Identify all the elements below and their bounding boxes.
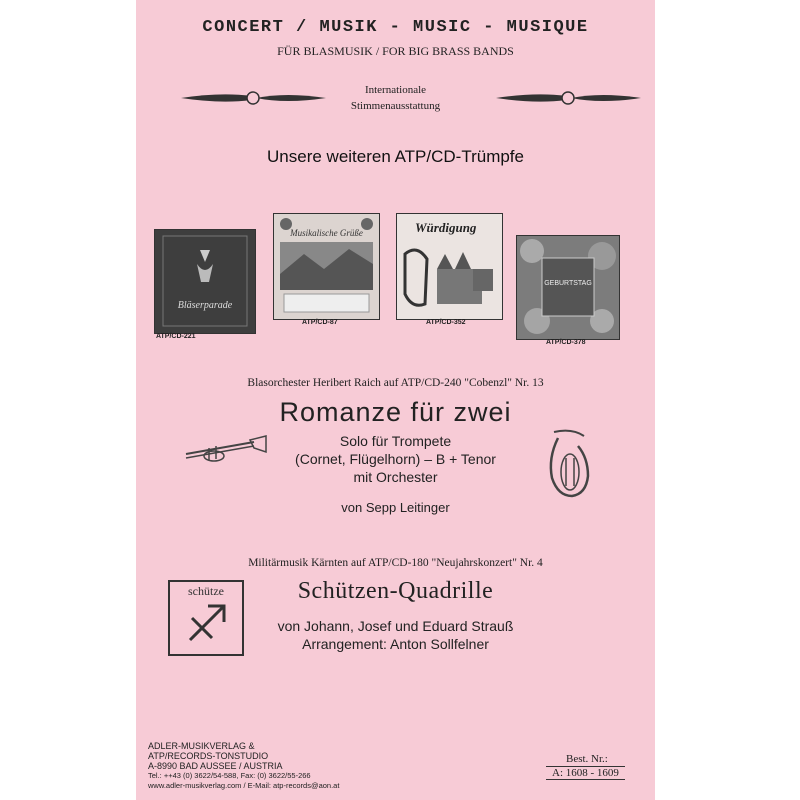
international-parts-note	[136, 82, 655, 114]
piece2-credit: Militärmusik Kärnten auf ATP/CD-180 "Neujahrskonzert" Nr. 4	[248, 557, 543, 569]
piece1-desc-line-3: mit Orchester	[353, 469, 438, 485]
publisher-line-4: Tel.: ++43 (0) 3622/54-588, Fax: (0) 3622/55-266	[148, 771, 311, 780]
cd-cover-378	[516, 235, 620, 340]
piece1-description	[136, 432, 655, 486]
cd-378-artwork-icon	[517, 236, 619, 339]
piece2-title: Schützen-Quadrille	[297, 578, 494, 604]
piece2-composers: von Johann, Josef und Eduard Strauß	[277, 618, 514, 634]
piece1-title: Romanze für zwei	[279, 397, 512, 427]
sheet-music-cover	[136, 0, 655, 800]
intl-line-2: Stimmenausstattung	[350, 100, 441, 112]
order-number-label: Best. Nr.:	[566, 753, 608, 765]
cd-352-label: ATP/CD-352	[426, 319, 466, 326]
publisher-line-1: ADLER-MUSIKVERLAG &	[148, 741, 255, 751]
piece1-desc-line-1: Solo für Trompete	[339, 433, 452, 449]
badge-label: schütze	[188, 584, 224, 598]
cds-heading: Unsere weiteren ATP/CD-Trümpfe	[267, 147, 524, 166]
publisher-line-2: ATP/RECORDS-TONSTUDIO	[148, 751, 269, 761]
piece2-arrangement: Arrangement: Anton Sollfelner	[302, 636, 489, 652]
piece1-composer: von Sepp Leitinger	[341, 500, 450, 515]
intl-line-1: Internationale	[364, 84, 427, 96]
cd-378-cover-text: GEBURTSTAG	[544, 280, 592, 287]
piece1-credit: Blasorchester Heribert Raich auf ATP/CD-240 "Cobenzl" Nr. 13	[247, 377, 544, 389]
cd-cover-352	[396, 213, 503, 320]
cd-352-cover-text: Würdigung	[415, 220, 477, 235]
cd-221-cover-text: Bläserparade	[177, 300, 233, 311]
order-number: A: 1608 - 1609	[546, 766, 625, 780]
publisher-line-3: A-8990 BAD AUSSEE / AUSTRIA	[148, 761, 283, 771]
header-title: CONCERT / MUSIK - MUSIC - MUSIQUE	[202, 18, 589, 37]
piece2-credits	[136, 617, 655, 653]
cd-cover-221	[154, 229, 256, 334]
publisher-line-5: www.adler-musikverlag.com / E-Mail: atp-records@aon.at	[148, 781, 340, 790]
cd-221-artwork-icon	[155, 230, 255, 333]
piece1-desc-line-2: (Cornet, Flügelhorn) – B + Tenor	[295, 451, 496, 467]
cd-378-label: ATP/CD-378	[546, 339, 586, 346]
publisher-block	[148, 741, 339, 791]
header-subtitle: FÜR BLASMUSIK / FOR BIG BRASS BANDS	[277, 44, 514, 58]
cd-221-label: ATP/CD-221	[156, 333, 196, 340]
cd-87-cover-text: Musikalische Grüße	[290, 228, 363, 238]
cd-87-label: ATP/CD-87	[302, 319, 338, 326]
cd-cover-87	[273, 213, 380, 320]
